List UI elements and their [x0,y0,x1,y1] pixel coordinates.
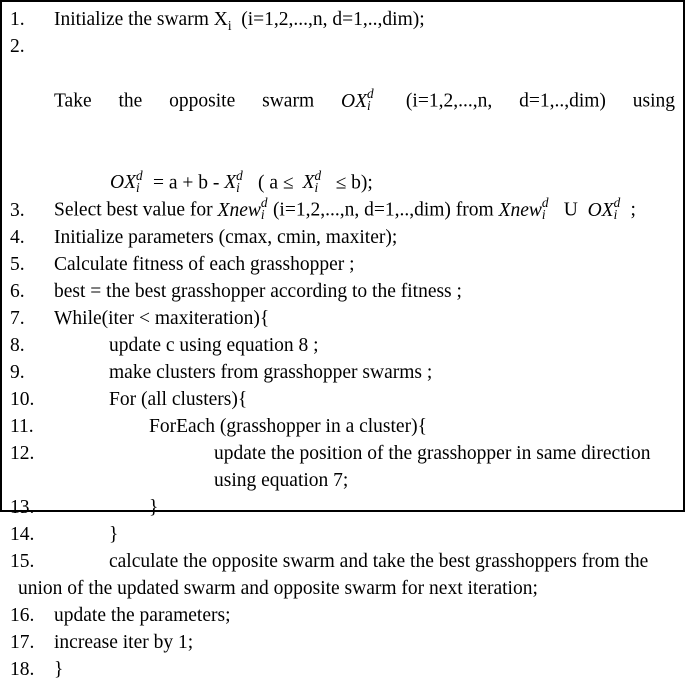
step-text: increase iter by 1; [54,631,194,653]
step-number: 7. [10,307,25,329]
algorithm-step-1 [10,6,675,33]
variable-subscript: i [366,98,371,114]
variable-superscript: d [613,195,621,211]
seg-the: the [118,90,143,112]
algorithm-step-6 [10,278,675,305]
step-text: make clusters from grasshopper swarms ; [109,361,433,383]
variable-superscript: d [541,195,549,211]
step-3-mid-text: (i=1,2,...,n, d=1,..,dim) from [272,199,499,221]
step-text [54,33,675,169]
less-equal-icon-1: ≤ [282,172,294,193]
variable-subscript: i [136,179,140,195]
step-text: While(iter < maxiteration){ [54,307,270,329]
variable-ox [340,86,379,114]
variable-subscript: i [260,207,265,223]
equation-operator: = a + b - [148,172,225,193]
algorithm-step-12-wrap [10,467,675,494]
variable-scripts [314,167,327,195]
variable-scripts [366,86,379,114]
seg-swarm: swarm [262,90,315,112]
algorithm-step-11 [10,413,675,440]
step-number: 16. [10,604,35,626]
step-text: best = the best grasshopper according to the fitness ; [54,280,462,302]
step-number: 6. [10,280,25,302]
step-text: Initialize parameters (cmax, cmin, maxiter); [54,226,398,248]
algorithm-step-9 [10,359,675,386]
variable-base: X [302,172,315,193]
algorithm-step-3 [10,196,675,224]
step-number: 14. [10,523,35,545]
seg-using: using [632,90,676,112]
step-text [54,6,675,33]
step-number: 1. [10,9,25,30]
algorithm-step-7 [10,305,675,332]
step-1-pre-text: Initialize the swarm [54,9,214,30]
step-text-continuation: using equation 7; [214,469,349,491]
step-text: For (all clusters){ [109,388,248,410]
step-text: Calculate fitness of each grasshopper ; [54,253,355,275]
algorithm-step-17 [10,629,675,656]
variable-superscript: d [314,167,322,183]
step-text: update c using equation 8 ; [109,334,319,356]
variable-x [213,9,232,33]
variable-base: OX [110,172,136,193]
step-number: 3. [10,199,25,221]
union-operator: U [553,199,588,221]
less-equal-icon-2: ≤ [335,172,347,193]
variable-base: Xnew [217,199,261,221]
step-number: 2. [10,36,25,57]
variable-scripts [236,167,248,195]
algorithm-step-14 [10,521,675,548]
step-number: 11. [10,415,34,437]
step-number: 4. [10,226,25,248]
step-2-justified-text [54,87,675,115]
algorithm-step-4 [10,224,675,251]
variable-subscript: i [314,179,319,195]
variable-superscript: d [366,86,374,102]
step-number: 17. [10,631,35,653]
condition-variable [302,167,327,195]
seg-index-i: (i=1,2,...,n, [405,90,493,112]
variable-scripts [613,195,626,223]
variable-subscript: i [227,17,232,33]
step-text: calculate the opposite swarm and take the best grasshoppers from the [109,550,649,572]
variable-scripts [136,167,148,195]
step-text: update the parameters; [54,604,231,626]
step-number: 8. [10,334,25,356]
condition-open: ( a [248,172,283,193]
variable-superscript: d [260,195,268,211]
algorithm-step-18 [10,656,675,683]
algorithm-step-8 [10,332,675,359]
step-text: } [109,523,119,545]
variable-base: OX [340,90,367,112]
equation-lhs [110,167,148,195]
variable-ox [587,195,626,223]
seg-take: Take [54,90,92,112]
condition-close: b); [346,172,373,193]
step-2-equation [10,169,675,197]
step-number: 13. [10,496,35,518]
step-text: ForEach (grasshopper in a cluster){ [149,415,427,437]
algorithm-step-12 [10,440,675,467]
step-number: 18. [10,658,35,680]
equation-rhs [224,167,248,195]
algorithm-step-5 [10,251,675,278]
step-text [54,196,675,224]
algorithm-step-2 [10,33,675,169]
variable-superscript: d [236,167,243,183]
step-3-pre-text: Select best value for [54,199,218,221]
variable-subscript: i [613,207,618,223]
variable-superscript: d [136,167,143,183]
variable-base: X [213,9,228,30]
variable-xnew-1 [217,195,273,223]
step-3-post-text: ; [625,199,636,221]
variable-subscript: i [541,207,546,223]
variable-scripts [541,195,554,223]
algorithm-step-15-wrap: union of the updated swarm and opposite swarm for next iteration; [18,577,538,599]
variable-base: OX [587,199,614,221]
step-1-post-text: (i=1,2,...,n, d=1,..,dim); [231,9,425,30]
algorithm-step-13 [10,494,675,521]
step-text: } [149,496,159,518]
variable-xnew-2 [498,195,554,223]
variable-base: Xnew [498,199,542,221]
algorithm-step-10 [10,386,675,413]
step-number: 12. [10,442,35,464]
variable-subscript: i [236,179,240,195]
step-text: update the position of the grasshopper in same direction [214,442,651,464]
step-number: 5. [10,253,25,275]
seg-index-d: d=1,..,dim) [519,90,606,112]
algorithm-step-15 [10,548,675,575]
step-number: 9. [10,361,25,383]
variable-base: X [224,172,237,193]
seg-opposite: opposite [169,90,236,112]
step-text: } [54,658,64,680]
variable-scripts [260,195,273,223]
step-number: 10. [10,388,35,410]
step-number: 15. [10,550,35,572]
algorithm-step-16 [10,602,675,629]
